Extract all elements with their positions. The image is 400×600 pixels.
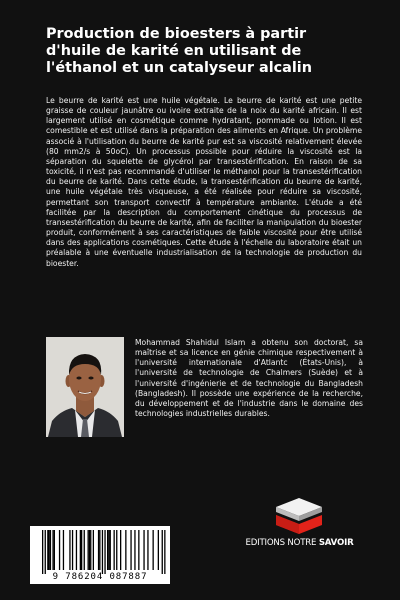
barcode-bar [143, 530, 144, 570]
barcode-bar [45, 530, 46, 574]
barcode-bar [88, 530, 89, 570]
barcode-bar [110, 530, 111, 570]
barcode-bar [47, 530, 48, 570]
book-abstract: Le beurre de karité est une huile végétale. Le beurre de karité est une petite graisse de couleur jaunâtre ou ivoire extraite de la noix du karité africain. Il est largement utilisé en cosmétique comme hydratant, pommade ou lotion. Il est comestible et est utilisé dans la préparation des aliments en Afrique. Un problème associé à l'utilisation du beurre de karité pur est sa viscosité relativement élevée (80 mm2/s à 50oC). Un processus possible pour réduire la viscosité est la séparation du squelette de glycérol par transestérification. En raison de sa toxicité, il n'est pas recommandé d'utiliser le méthanol pour la transestérification du beurre de karité. Dans cette étude, la transestérification du beurre de karité, une huile végétale très visqueuse, a été réalisée pour réduire sa viscosité, permettant son transport convectif à température ambiante. L'étude a été facilitée par la description du comportement cinétique du processus de transestérification du beurre de karité, afin de faciliter la manipulation du bioester produit, conformément à ses caractéristiques de faible viscosité pour être utilisé dans des applications cosmétiques. Cette étude à l'échelle du laboratoire était un préalable à une éventuelle industrialisation de la technologie de production du bioester. [46, 96, 362, 268]
barcode-bar [134, 530, 135, 570]
barcode-bar [98, 530, 99, 570]
title-line: Production de bioesters à partir [46, 26, 307, 42]
barcode-bar [130, 530, 131, 570]
barcode-bar [104, 530, 105, 574]
barcode-bar [158, 530, 159, 570]
barcode-bar [89, 530, 90, 570]
barcode-bar [153, 530, 154, 570]
barcode-bar [49, 530, 50, 570]
barcode-bar [162, 530, 163, 574]
author-bio: Mohammad Shahidul Islam a obtenu son doctorat, sa maîtrise et sa licence en génie chimique respectivement à l'université internationale d'Atlantc (États-Unis), à l'université de technologie de Chalmers (Suède) et à l'université d'ingénierie et de technologie du Bangladesh (Bangladesh). Il possède une expérience de la recherche, du développement et de l'industrie dans le domaine des technologies industrielles durables. [135, 338, 363, 419]
author-photo [46, 337, 124, 437]
publisher-name-prefix: EDITIONS NOTRE [245, 538, 319, 548]
barcode-bars [30, 530, 170, 576]
barcode-bar [50, 530, 51, 570]
barcode-bar [69, 530, 70, 570]
publisher-name-bold: SAVOIR [318, 538, 354, 548]
title-line: d'huile de karité en utilisant de [46, 43, 302, 59]
barcode-bar [42, 530, 43, 574]
barcode-bar [164, 530, 165, 574]
barcode-bar [63, 530, 64, 570]
title-line: l'éthanol et un catalyseur alcalin [46, 60, 312, 76]
barcode-bar [59, 530, 60, 570]
isbn-barcode [30, 526, 170, 584]
barcode-bar [102, 530, 103, 574]
barcode-bar [93, 530, 94, 570]
barcode-bar [90, 530, 91, 570]
barcode-bar [125, 530, 126, 570]
barcode-bar [120, 530, 121, 570]
barcode-bar [52, 530, 53, 570]
barcode-bar [76, 530, 77, 570]
barcode-bar [54, 530, 55, 570]
book-title [46, 26, 376, 77]
barcode-bar [114, 530, 115, 570]
barcode-bar [72, 530, 73, 570]
isbn-number: 9 786204 087887 [52, 572, 148, 582]
barcode-bar [147, 530, 148, 570]
barcode-bar [108, 530, 109, 570]
publisher-logo [258, 491, 340, 541]
barcode-bar [99, 530, 100, 570]
barcode-bar [107, 530, 108, 570]
barcode-bar [80, 530, 81, 570]
publisher-name [232, 538, 367, 548]
barcode-bar [138, 530, 139, 570]
barcode-bar [84, 530, 85, 570]
barcode-bar [81, 530, 82, 570]
barcode-bar [116, 530, 117, 570]
